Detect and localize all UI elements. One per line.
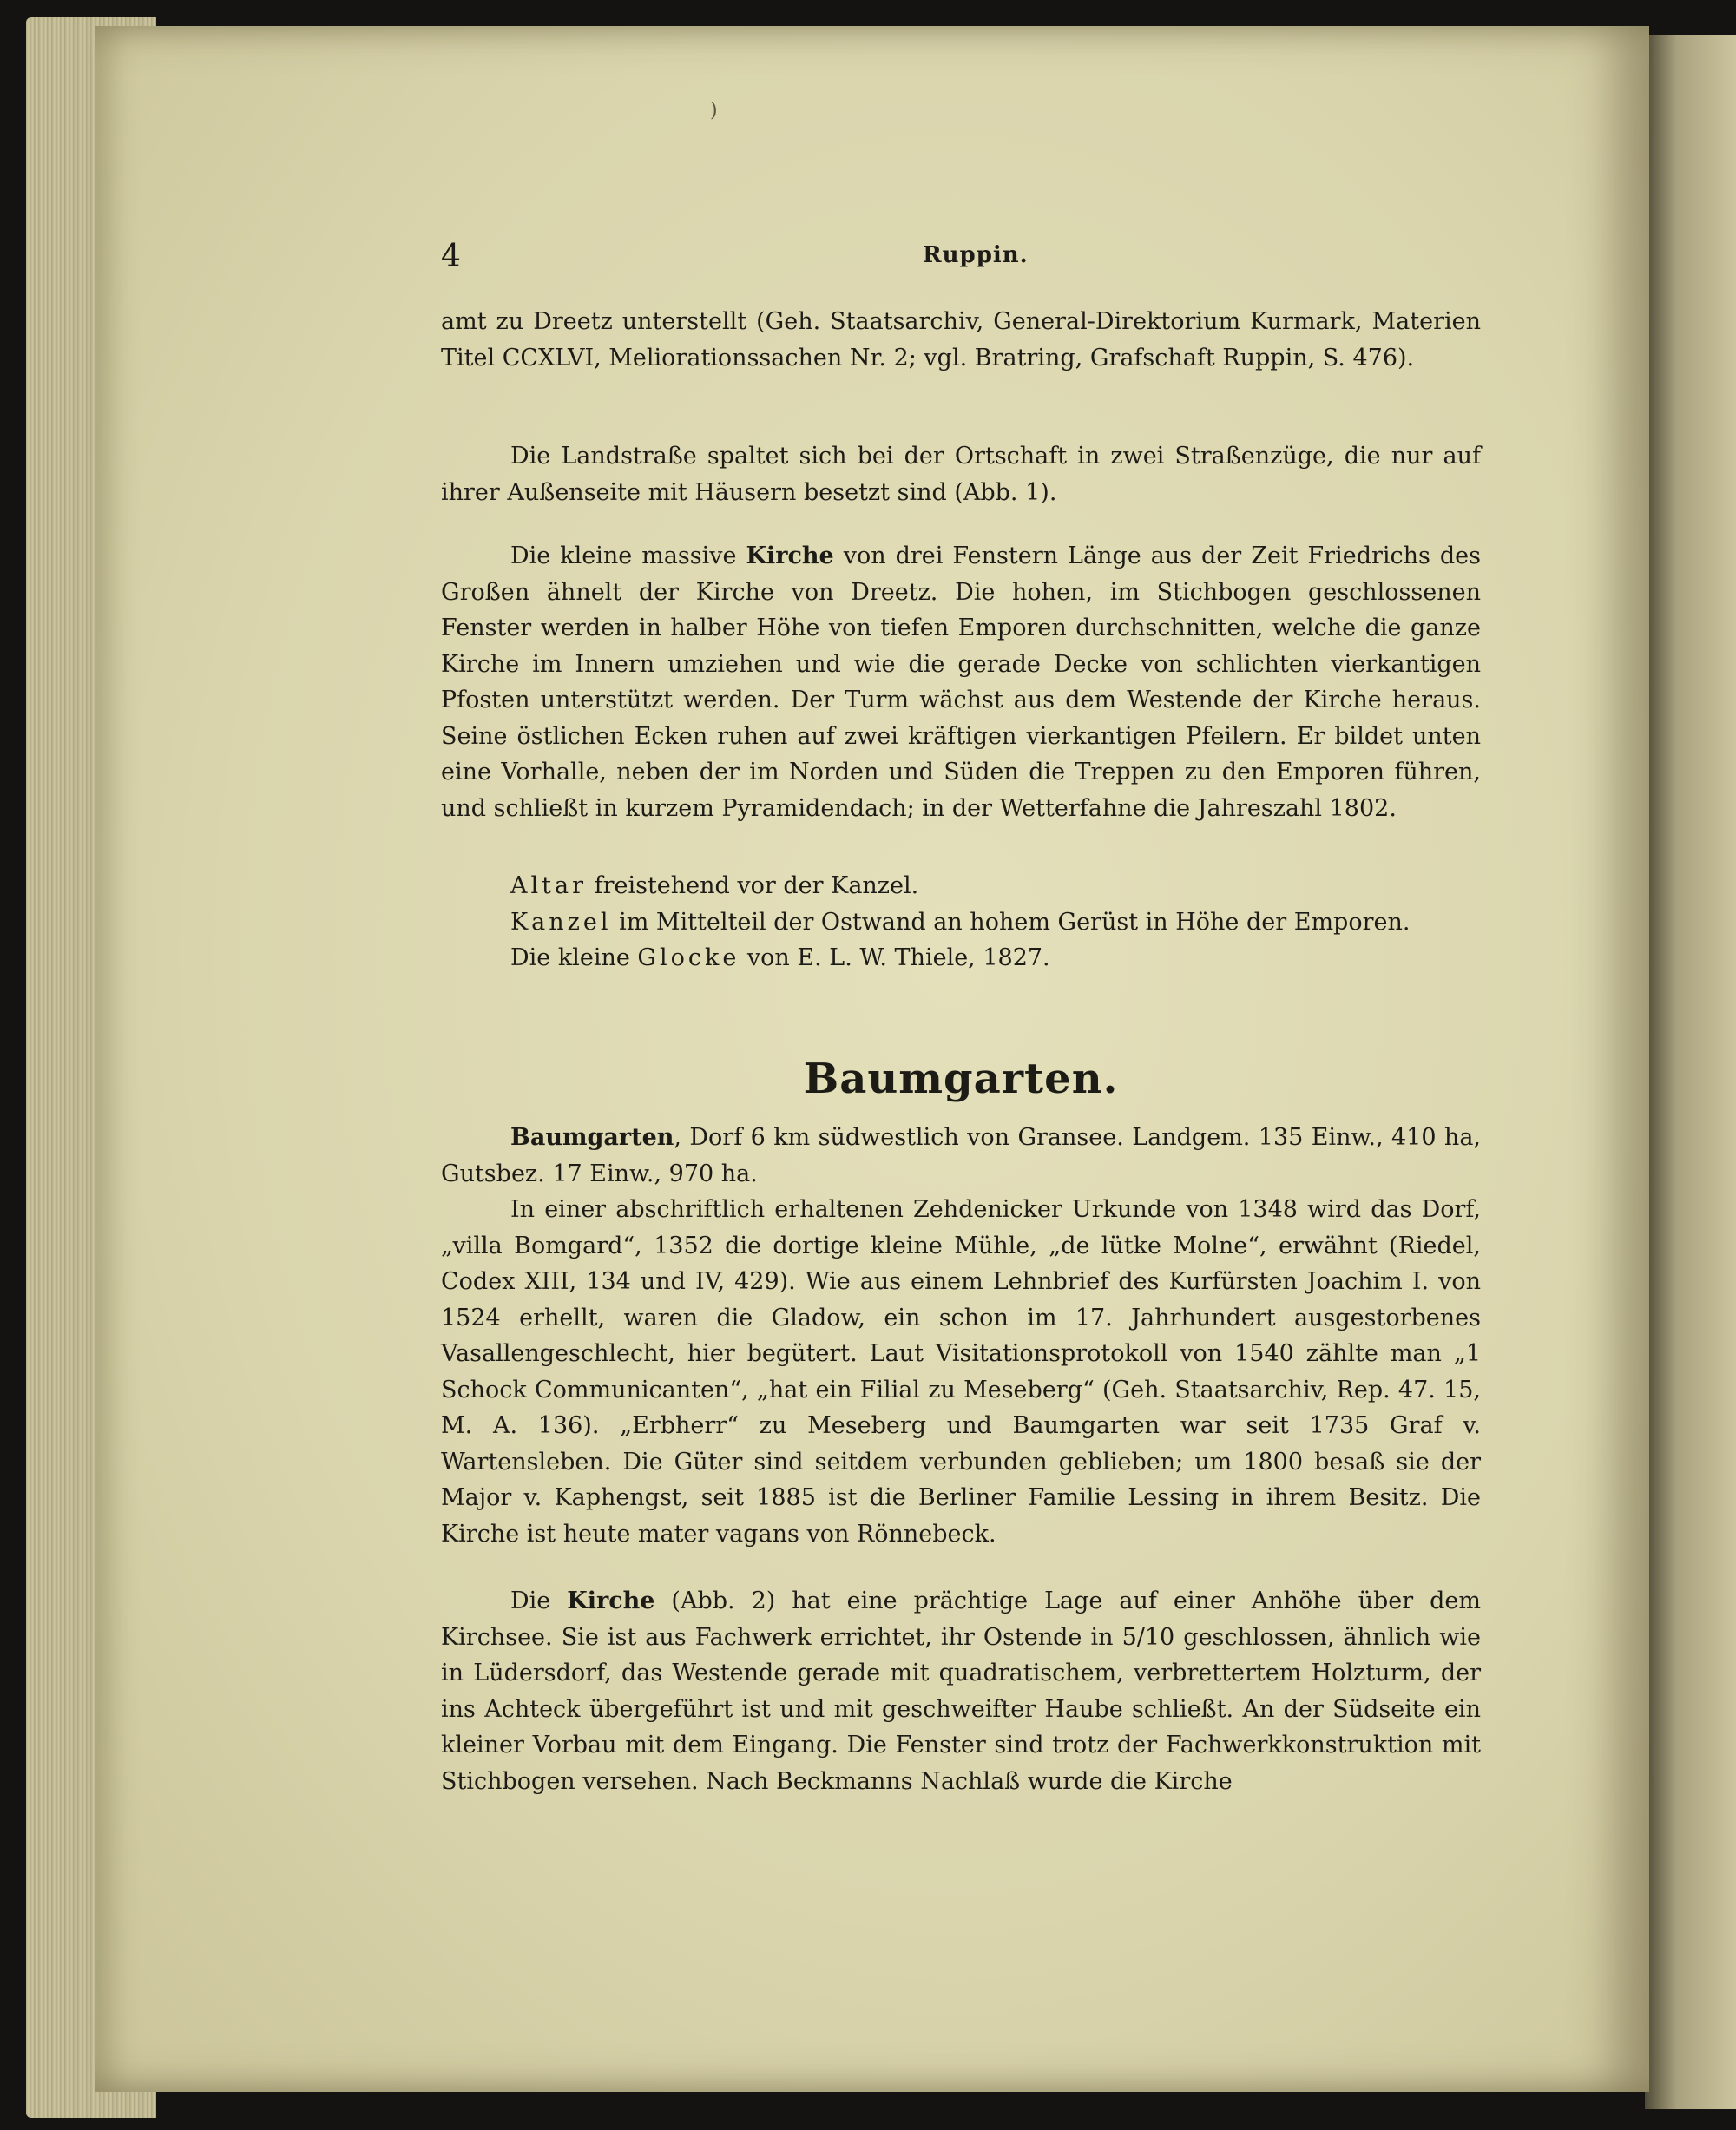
section-title: Baumgarten. xyxy=(803,1055,1119,1103)
paragraph-kirche-baumgarten xyxy=(441,1583,1481,1799)
paragraph-kirche-description xyxy=(441,538,1481,826)
paragraph-text: amt zu Dreetz unterstellt (Geh. Staatsarchiv, General-Direktorium Kurmark, Materien Titel CCXLVI, Meliorationssachen Nr. 2; vgl. Bratring, Grafschaft Ruppin, S. 476). xyxy=(441,308,1481,371)
text-run: Die kleine xyxy=(510,944,638,971)
margin-mark: ) xyxy=(710,100,718,122)
text-run: Die kleine massive xyxy=(510,542,746,569)
inventory-list xyxy=(441,868,1481,976)
text-run: von drei Fenstern Länge aus der Zeit Friedrichs des Großen ähnelt der Kirche von Dreetz. Die hohen, im Stichbogen geschlossenen Fenster werden in halber Höhe von tiefen Emporen durchschnitten, welche die ganze Kirche im Innern umziehen und wie die gerade Decke von schlichten vierkantigen Pfosten unterstützt werden. Der Turm wächst aus dem Westende der Kirche heraus. Seine östlichen Ecken ruhen auf zwei kräftigen vierkantigen Pfeilern. Er bildet unten eine Vorhalle, neben der im Norden und Süden die Treppen zu den Emporen führen, und schließt in kurzem Pyramidendach; in der Wetterfahne die Jahreszahl 1802. xyxy=(441,542,1481,822)
paragraph-continuation xyxy=(441,304,1481,376)
paragraph-baumgarten xyxy=(441,1120,1481,1552)
paragraph-history: In einer abschriftlich erhaltenen Zehdenicker Urkunde von 1348 wird das Dorf, „villa Bomgard“, 1352 die dortige kleine Mühle, „de lütke Molne“, erwähnt (Riedel, Codex XIII, 134 und IV, 429). Wie aus einem Lehnbrief des Kurfürsten Joachim I. von 1524 erhellt, waren die Gladow, ein schon im 17. Jahrhundert ausgestorbenes Vasallengeschlecht, hier begütert. Laut Visitationsprotokoll von 1540 zählte man „1 Schock Communicanten“, „hat ein Filial zu Meseberg“ (Geh. Staatsarchiv, Rep. 47. 15, M. A. 136). „Erbherr“ zu Meseberg und Baumgarten war seit 1735 Graf v. Wartensleben. Die Güter sind seitdem verbunden geblieben; um 1800 besaß sie der Major v. Kaphengst, seit 1885 ist die Berliner Familie Lessing in ihrem Besitz. Die Kirche ist heute mater vagans von Rönnebeck. xyxy=(441,1196,1481,1548)
paragraph-text xyxy=(441,1583,1481,1799)
keyword-kirche: Kirche xyxy=(746,542,834,569)
label-altar: Altar xyxy=(510,872,587,899)
paragraph-landstrasse xyxy=(441,438,1481,510)
keyword-kirche: Kirche xyxy=(567,1588,655,1614)
inventory-altar xyxy=(441,868,1481,904)
paragraph-text xyxy=(441,1120,1481,1192)
text-run: , Dorf 6 km südwestlich von Gransee. Landgem. 135 Einw., 410 ha, Gutsbez. 17 Einw., 970 ha. xyxy=(441,1124,1481,1187)
text-run: von E. L. W. Thiele, 1827. xyxy=(740,944,1050,971)
running-head: Ruppin. xyxy=(923,242,1029,268)
paragraph-text xyxy=(441,538,1481,826)
facing-page-edge xyxy=(1645,35,1736,2109)
label-kanzel: Kanzel xyxy=(510,908,612,936)
inventory-glocke xyxy=(441,940,1481,976)
text-run: im Mittelteil der Ostwand an hohem Gerüst in Höhe der Emporen. xyxy=(611,908,1410,936)
text-run: freistehend vor der Kanzel. xyxy=(587,872,919,899)
place-name: Baumgarten xyxy=(510,1124,674,1151)
text-run: Die xyxy=(510,1588,568,1614)
page-number: 4 xyxy=(441,239,461,274)
text-run: (Abb. 2) hat eine prächtige Lage auf einer Anhöhe über dem Kirchsee. Sie ist aus Fachwerk errichtet, ihr Ostende in 5/10 geschlossen, ähnlich wie in Lüdersdorf, das Westende gerade mit quadratischem, verbrettertem Holzturm, der ins Achteck übergeführt ist und mit geschweifter Haube schließt. An der Südseite ein kleiner Vorbau mit dem Eingang. Die Fenster sind trotz der Fachwerkkonstruktion mit Stichbogen versehen. Nach Beckmanns Nachlaß wurde die Kirche xyxy=(441,1588,1481,1795)
inventory-kanzel xyxy=(441,904,1481,941)
paragraph-text: Die Landstraße spaltet sich bei der Ortschaft in zwei Straßenzüge, die nur auf ihrer Außenseite mit Häusern besetzt sind (Abb. 1). xyxy=(441,443,1481,506)
label-glocke: Glocke xyxy=(637,944,740,971)
page-header xyxy=(441,239,1483,273)
